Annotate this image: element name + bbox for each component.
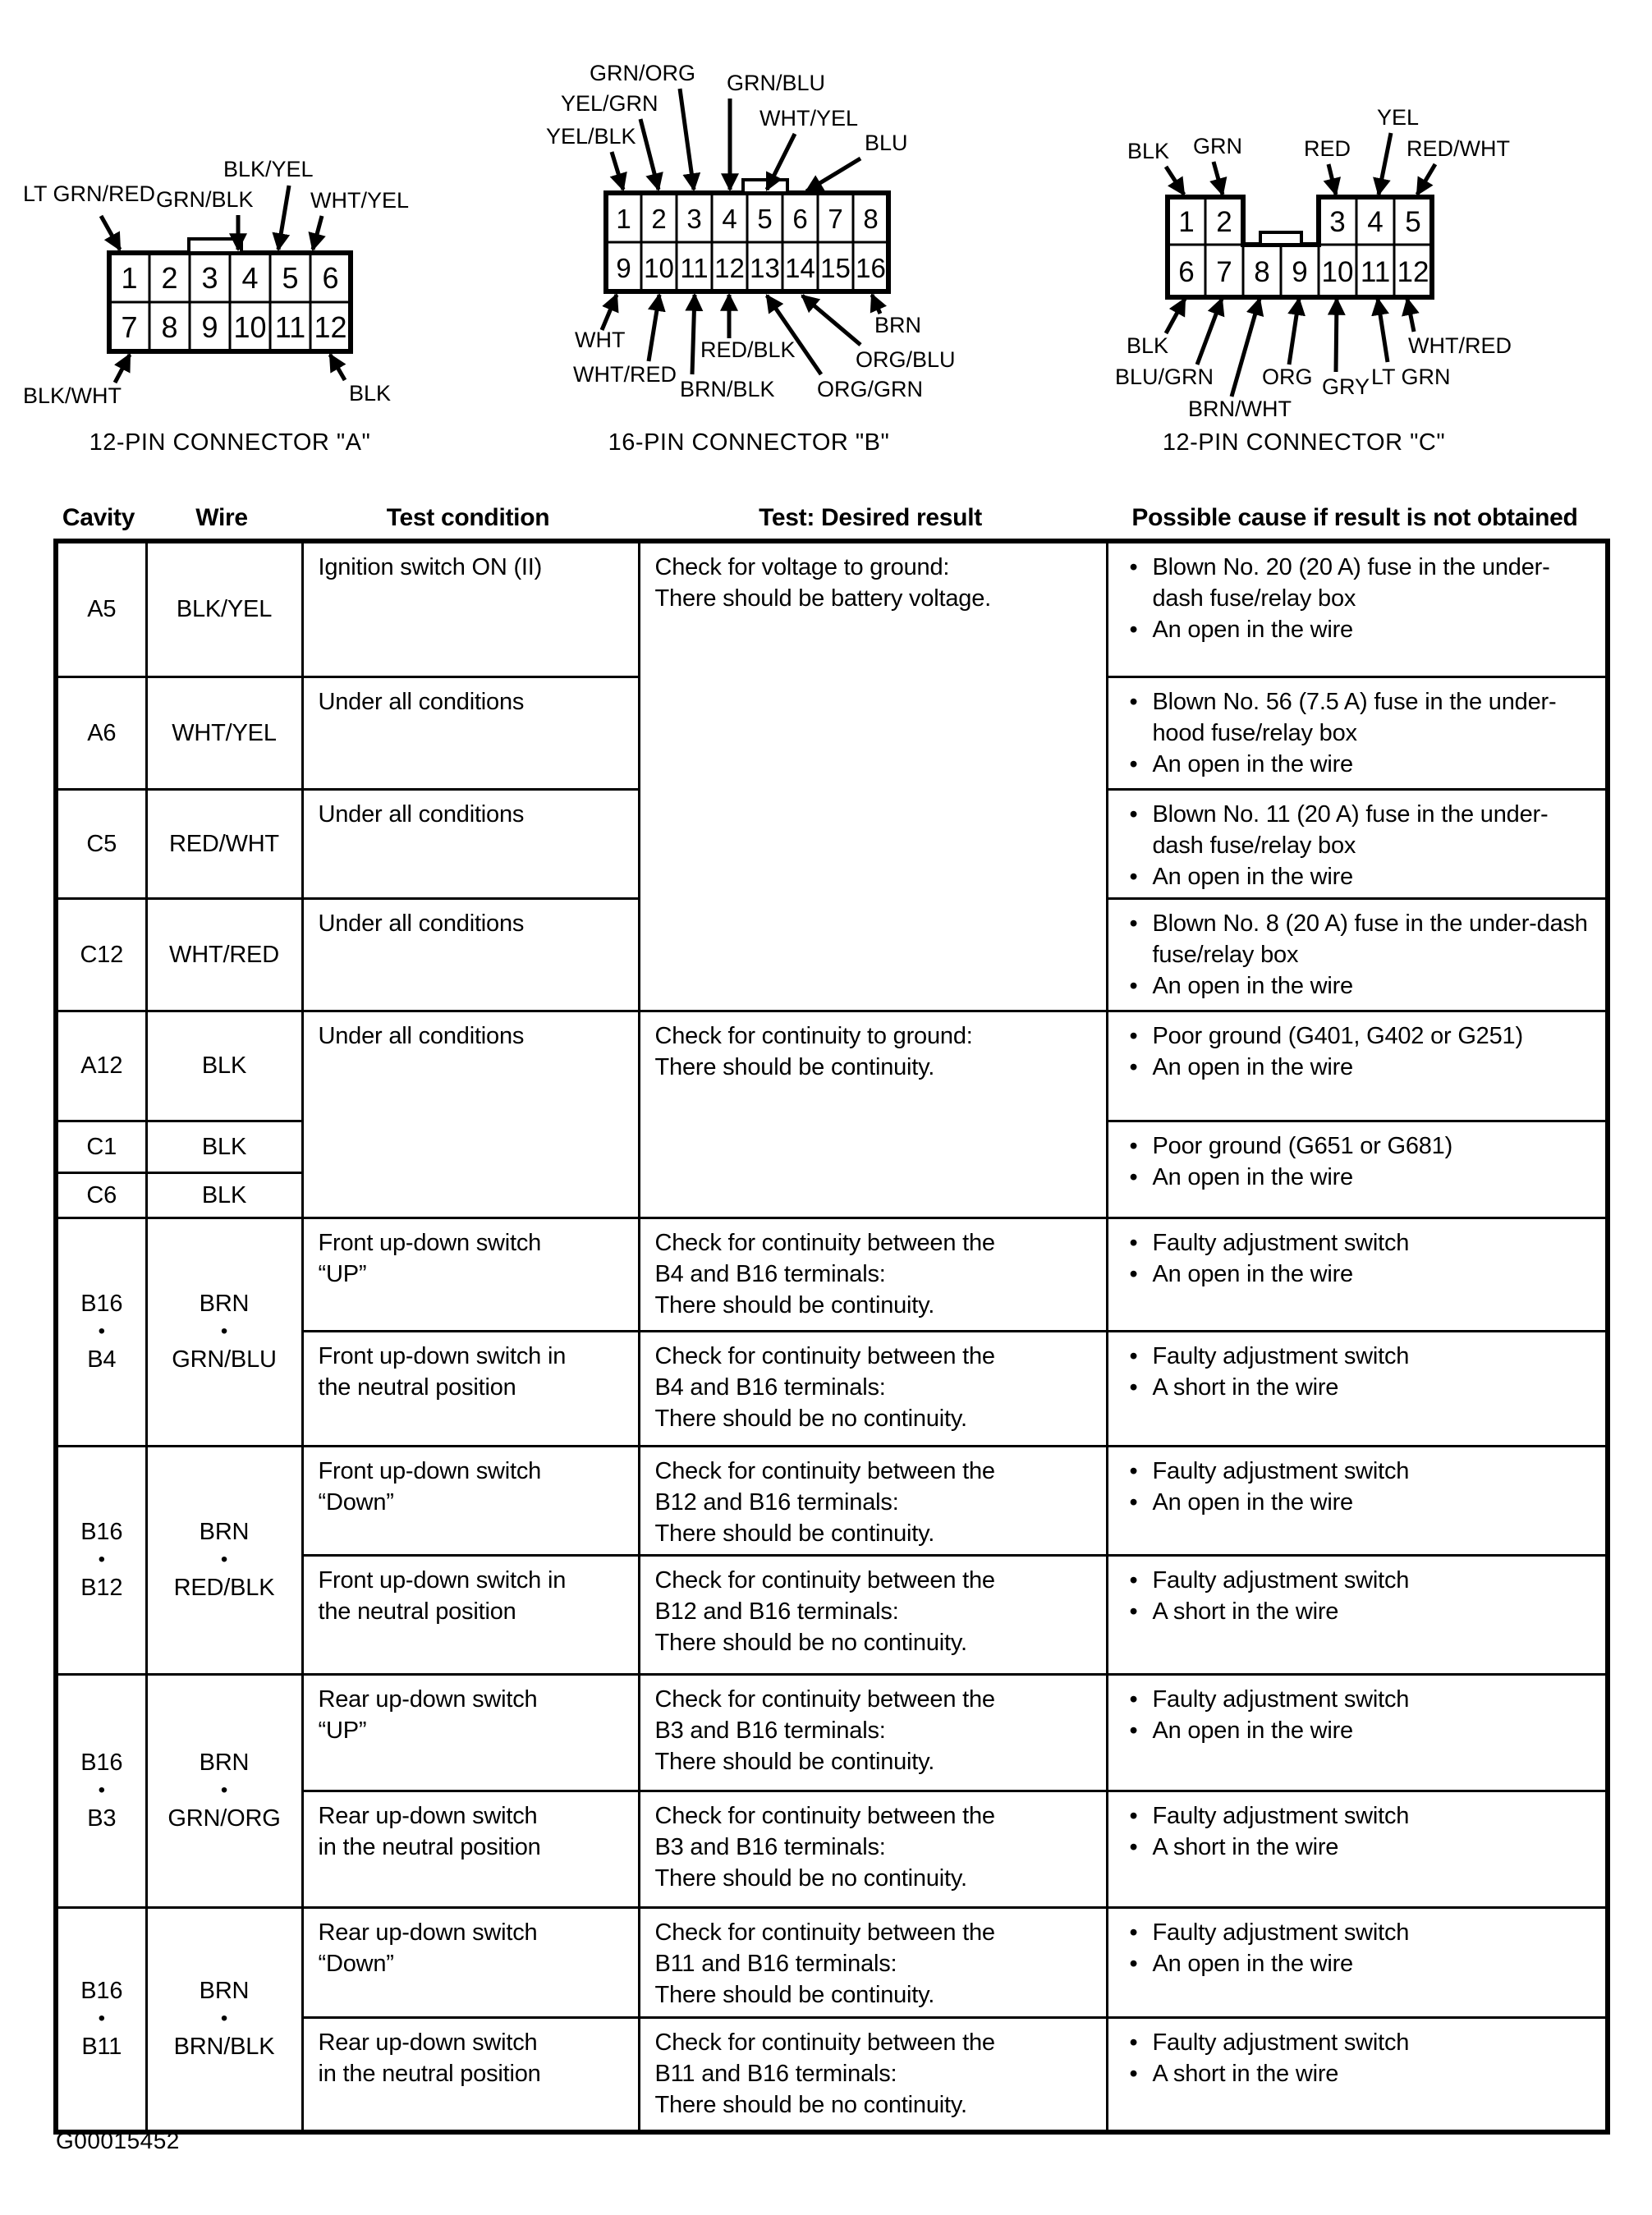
test-condition-cell [302, 676, 639, 789]
test-condition-cell [302, 1446, 639, 1555]
cavity-dot: • [98, 1548, 105, 1571]
result-line: There should be continuity. [654, 1291, 935, 1318]
pin-number: 8 [161, 310, 178, 344]
cavity-dot: • [98, 2007, 105, 2030]
pin-number: 12 [714, 253, 745, 283]
troubleshooting-table [53, 539, 1610, 2135]
wire-dot: • [220, 1779, 228, 1801]
wire-cell: BLK [146, 1172, 302, 1218]
pin-number: 7 [1216, 256, 1232, 288]
cause-item: • Poor ground (G401, G402 or G251) [1123, 1020, 1598, 1052]
connector-b-caption: 16-PIN CONNECTOR "B" [608, 429, 890, 456]
pin-number: 3 [686, 204, 702, 234]
wire-arrow [602, 295, 617, 330]
cause-item: • Faulty adjustment switch [1123, 2027, 1598, 2058]
wire-label: BRN/BLK [680, 377, 775, 401]
connector-key-tab [1260, 232, 1301, 245]
result-line: B11 and B16 terminals: [654, 2060, 897, 2087]
condition-line: Under all conditions [318, 910, 525, 937]
test-table-section [53, 491, 1610, 2135]
wire-bottom: RED/BLK [173, 1575, 275, 1601]
connector-a-diagram [23, 157, 409, 456]
possible-cause-cell [1107, 1907, 1608, 2017]
result-line: B3 and B16 terminals: [654, 1717, 886, 1744]
wire-arrow [1289, 299, 1299, 365]
col-header-desired-result: Test: Desired result [759, 504, 982, 531]
wire-cell [146, 1907, 302, 2132]
wire-label: WHT/YEL [310, 188, 410, 213]
pin-number: 12 [314, 310, 347, 344]
desired-result-cell [639, 1331, 1107, 1446]
wire-label: ORG [1262, 365, 1313, 389]
pin-number: 9 [201, 310, 218, 344]
wire-cell: BLK [146, 1011, 302, 1121]
wire-arrow [1379, 133, 1391, 195]
pin-number: 11 [274, 310, 306, 344]
pin-number: 6 [792, 204, 808, 234]
wire-label: GRY [1322, 374, 1370, 399]
wire-dot: • [220, 1320, 228, 1342]
cavity-bottom: B4 [87, 1346, 117, 1373]
possible-cause-cell [1107, 789, 1608, 898]
cause-item: • An open in the wire [1123, 970, 1598, 1002]
wire-label: RED [1304, 136, 1351, 161]
wire-arrow [680, 89, 694, 190]
test-condition-cell [302, 1011, 639, 1218]
cause-item: • Blown No. 56 (7.5 A) fuse in the under-hood fuse/relay box [1123, 686, 1598, 749]
pin-number: 12 [1397, 256, 1429, 288]
test-condition-cell [302, 1674, 639, 1791]
pin-number: 2 [161, 261, 178, 295]
wire-arrow [612, 152, 623, 190]
wire-arrow [1166, 299, 1185, 333]
cavity-top: B16 [80, 1519, 123, 1545]
test-condition-cell [302, 1218, 639, 1331]
wire-arrow [313, 216, 322, 250]
wire-arrow [767, 296, 821, 374]
desired-result-cell [639, 1907, 1107, 2017]
cavity-cell: A5 [56, 541, 146, 676]
cause-item: • Faulty adjustment switch [1123, 1227, 1598, 1259]
condition-line: Front up-down switch in [318, 1342, 567, 1369]
condition-line: in the neutral position [318, 1833, 541, 1860]
desired-result-cell [639, 1218, 1107, 1331]
possible-cause-cell [1107, 1011, 1608, 1121]
cavity-cell [56, 1218, 146, 1446]
cavity-cell: C1 [56, 1121, 146, 1172]
cause-item: • An open in the wire [1123, 1259, 1598, 1290]
condition-line: “UP” [318, 1260, 367, 1287]
test-condition-cell [302, 2017, 639, 2132]
pin-number: 3 [1329, 206, 1346, 238]
condition-line: Ignition switch ON (II) [318, 554, 543, 580]
wire-bottom: GRN/ORG [167, 1805, 281, 1832]
wire-bottom: BRN/BLK [173, 2034, 275, 2061]
condition-line: the neutral position [318, 1373, 516, 1401]
condition-line: Front up-down switch in [318, 1566, 567, 1594]
pin-number: 4 [241, 261, 259, 295]
pin-number: 10 [233, 310, 267, 344]
test-condition-cell [302, 541, 639, 676]
desired-result-cell [639, 1446, 1107, 1555]
wire-label: BLU [865, 131, 908, 155]
wire-label: YEL [1377, 105, 1420, 130]
wire-label: WHT/YEL [759, 106, 859, 131]
cause-item: • Faulty adjustment switch [1123, 1917, 1598, 1948]
cause-item: • An open in the wire [1123, 749, 1598, 780]
cause-item: • Faulty adjustment switch [1123, 1456, 1598, 1487]
result-line: There should be battery voltage. [654, 585, 992, 612]
pin-number: 7 [828, 204, 843, 234]
cause-item: • Poor ground (G651 or G681) [1123, 1130, 1598, 1162]
wire-label: BLK/WHT [23, 383, 122, 408]
wire-arrow [640, 119, 659, 190]
wire-arrow [802, 296, 860, 345]
cause-item: • Blown No. 11 (20 A) fuse in the under-dash fuse/relay box [1123, 799, 1598, 861]
cause-item: • Faulty adjustment switch [1123, 1684, 1598, 1715]
condition-line: Rear up-down switch [318, 1685, 538, 1713]
col-header-possible-cause: Possible cause if result is not obtained [1131, 504, 1578, 531]
wire-label: GRN/BLK [156, 187, 254, 212]
cause-item: • Faulty adjustment switch [1123, 1800, 1598, 1832]
pin-number: 4 [722, 204, 737, 234]
test-condition-cell [302, 1791, 639, 1907]
connector-diagrams [0, 0, 1652, 493]
wire-arrow [1407, 299, 1414, 332]
wire-cell [146, 1674, 302, 1907]
desired-result-cell [639, 541, 1107, 1011]
condition-line: Front up-down switch [318, 1229, 542, 1256]
wire-arrow [872, 295, 880, 314]
result-line: Check for continuity to ground: [654, 1022, 973, 1049]
possible-cause-cell [1107, 676, 1608, 789]
condition-line: Rear up-down switch [318, 1919, 538, 1946]
cause-item: • Faulty adjustment switch [1123, 1565, 1598, 1596]
pin-number: 13 [750, 253, 780, 283]
table-row-a5 [56, 541, 1608, 676]
pin-number: 11 [680, 253, 709, 283]
wire-label: YEL/GRN [561, 91, 659, 116]
result-line: B4 and B16 terminals: [654, 1373, 886, 1401]
wire-label: GRN [1193, 134, 1242, 158]
pin-number: 9 [616, 253, 631, 283]
test-condition-cell [302, 789, 639, 898]
wire-arrow [649, 295, 659, 361]
figure-id: G00015452 [56, 2128, 180, 2153]
pin-number: 2 [1216, 206, 1232, 238]
pin-number: 1 [1178, 206, 1195, 238]
cause-item: • An open in the wire [1123, 1162, 1598, 1193]
cause-item: • A short in the wire [1123, 1372, 1598, 1403]
condition-line: in the neutral position [318, 2060, 541, 2087]
cause-item: • An open in the wire [1123, 1487, 1598, 1518]
table-row-b4-up [56, 1218, 1608, 1331]
wire-arrow [115, 355, 130, 383]
wire-arrow [1336, 299, 1337, 372]
condition-line: Rear up-down switch [318, 1802, 538, 1829]
possible-cause-cell [1107, 1218, 1608, 1331]
result-line: B12 and B16 terminals: [654, 1598, 899, 1625]
wire-cell: BLK [146, 1121, 302, 1172]
result-line: Check for continuity between the [654, 1342, 995, 1369]
cavity-top: B16 [80, 1291, 123, 1317]
result-line: Check for continuity between the [654, 2029, 995, 2056]
wire-cell: WHT/YEL [146, 676, 302, 789]
wire-label: WHT [575, 328, 626, 352]
pin-number: 11 [1360, 256, 1391, 288]
wire-top: BRN [199, 1519, 250, 1545]
possible-cause-cell [1107, 541, 1608, 676]
result-line: B12 and B16 terminals: [654, 1488, 899, 1516]
pin-number: 3 [201, 261, 218, 295]
pin-number: 14 [785, 253, 815, 283]
wire-cell [146, 1218, 302, 1446]
possible-cause-cell [1107, 1446, 1608, 1555]
cavity-dot: • [98, 1779, 105, 1801]
desired-result-cell [639, 1674, 1107, 1791]
pin-number: 2 [651, 204, 667, 234]
cavity-cell: C12 [56, 898, 146, 1011]
wire-arrow [1417, 164, 1435, 195]
test-condition-cell [302, 898, 639, 1011]
condition-line: “UP” [318, 1717, 367, 1744]
wire-label: GRN/BLU [727, 71, 826, 95]
condition-line: Under all conditions [318, 800, 525, 828]
pin-number: 8 [1254, 256, 1270, 288]
pin-number: 1 [121, 261, 138, 295]
wire-label: BRN [874, 313, 922, 337]
wire-label: BLK [1127, 333, 1169, 358]
result-line: Check for continuity between the [654, 1457, 995, 1484]
possible-cause-cell [1107, 1791, 1608, 1907]
result-line: Check for continuity between the [654, 1919, 995, 1946]
cavity-top: B16 [80, 1978, 123, 2005]
desired-result-cell [639, 1011, 1107, 1218]
cause-item: • A short in the wire [1123, 2058, 1598, 2089]
condition-line: “Down” [318, 1488, 394, 1516]
result-line: There should be continuity. [654, 1520, 935, 1547]
possible-cause-cell [1107, 2017, 1608, 2132]
condition-line: Rear up-down switch [318, 2029, 538, 2056]
wire-label: LT GRN [1371, 365, 1451, 389]
cause-item: • A short in the wire [1123, 1832, 1598, 1863]
cavity-cell: C6 [56, 1172, 146, 1218]
wire-label: WHT/RED [1408, 333, 1512, 358]
cavity-bottom: B12 [80, 1575, 123, 1601]
possible-cause-cell [1107, 1674, 1608, 1791]
pin-number: 5 [1405, 206, 1421, 238]
wire-label: GRN/ORG [590, 61, 696, 85]
cause-item: • Faulty adjustment switch [1123, 1341, 1598, 1372]
wire-label: RED/WHT [1406, 136, 1510, 161]
cause-item: • An open in the wire [1123, 1052, 1598, 1083]
cavity-bottom: B3 [87, 1805, 117, 1832]
table-row-b12-up [56, 1446, 1608, 1555]
cause-item: • An open in the wire [1123, 614, 1598, 645]
wire-cell: BLK/YEL [146, 541, 302, 676]
result-line: There should be continuity. [654, 1053, 935, 1080]
wire-label: WHT/RED [573, 362, 677, 387]
possible-cause-cell [1107, 1331, 1608, 1446]
wire-arrow [1232, 299, 1260, 397]
wire-arrow [1214, 162, 1223, 195]
result-line: There should be continuity. [654, 1981, 935, 2008]
test-condition-cell [302, 1907, 639, 2017]
condition-line: Under all conditions [318, 1022, 525, 1049]
wire-label: ORG/BLU [856, 347, 956, 372]
wire-arrow [1197, 299, 1222, 365]
wire-top: BRN [199, 1291, 250, 1317]
connector-c-diagram [1115, 105, 1512, 456]
cause-item: • Blown No. 20 (20 A) fuse in the under-dash fuse/relay box [1123, 552, 1598, 614]
wire-dot: • [220, 1548, 228, 1571]
condition-line: the neutral position [318, 1598, 516, 1625]
result-line: There should be no continuity. [654, 1405, 967, 1432]
cavity-bottom: B11 [81, 2034, 122, 2061]
connector-c-caption: 12-PIN CONNECTOR "C" [1162, 429, 1446, 456]
wire-top: BRN [199, 1978, 250, 2005]
connector-key-tab [189, 239, 241, 253]
possible-cause-cell [1107, 1555, 1608, 1674]
wire-bottom: GRN/BLU [172, 1346, 277, 1373]
pin-number: 9 [1292, 256, 1308, 288]
result-line: B11 and B16 terminals: [654, 1950, 897, 1977]
pin-number: 7 [121, 310, 138, 344]
wire-cell [146, 1446, 302, 1674]
cause-item: • An open in the wire [1123, 861, 1598, 892]
condition-line: Front up-down switch [318, 1457, 542, 1484]
result-line: Check for continuity between the [654, 1229, 995, 1256]
result-line: There should be no continuity. [654, 2091, 967, 2118]
desired-result-cell [639, 1791, 1107, 1907]
pin-number: 6 [1178, 256, 1195, 288]
result-line: There should be continuity. [654, 1748, 935, 1775]
result-line: Check for continuity between the [654, 1685, 995, 1713]
wire-label: BRN/WHT [1188, 397, 1292, 421]
wire-arrow [278, 186, 289, 250]
pin-number: 10 [1321, 256, 1354, 288]
pin-number: 15 [820, 253, 851, 283]
wire-arrow [1166, 167, 1184, 195]
result-line: Check for voltage to ground: [654, 554, 950, 580]
cavity-dot: • [98, 1320, 105, 1342]
connector-a-caption: 12-PIN CONNECTOR "A" [89, 429, 371, 456]
cavity-cell: C5 [56, 789, 146, 898]
wire-cell: RED/WHT [146, 789, 302, 898]
connector-b-diagram [546, 61, 956, 456]
condition-line: Under all conditions [318, 688, 525, 715]
pin-number: 4 [1367, 206, 1384, 238]
cavity-cell: A12 [56, 1011, 146, 1121]
result-line: There should be no continuity. [654, 1629, 967, 1656]
pin-number: 5 [757, 204, 773, 234]
desired-result-cell [639, 1555, 1107, 1674]
result-line: B3 and B16 terminals: [654, 1833, 886, 1860]
wire-arrow [1328, 164, 1336, 195]
cavity-cell: A6 [56, 676, 146, 789]
wire-label: BLU/GRN [1115, 365, 1214, 389]
cavity-cell [56, 1674, 146, 1907]
table-row-b3-up [56, 1674, 1608, 1791]
cause-item: • An open in the wire [1123, 1715, 1598, 1746]
pin-number: 16 [856, 253, 886, 283]
wire-top: BRN [199, 1750, 250, 1776]
wire-label: BLK/YEL [223, 157, 314, 181]
wire-label: LT GRN/RED [23, 181, 156, 206]
pin-number: 6 [322, 261, 339, 295]
result-line: B4 and B16 terminals: [654, 1260, 886, 1287]
pin-number: 8 [863, 204, 879, 234]
table-header-row [53, 491, 1605, 539]
cause-item: • An open in the wire [1123, 1948, 1598, 1979]
cavity-top: B16 [80, 1750, 123, 1776]
desired-result-cell [639, 2017, 1107, 2132]
cause-item: • A short in the wire [1123, 1596, 1598, 1627]
col-header-cavity: Cavity [62, 504, 135, 531]
wire-dot: • [220, 2007, 228, 2030]
table-row-a12 [56, 1011, 1608, 1121]
possible-cause-cell [1107, 1121, 1608, 1218]
wire-arrow [1378, 299, 1388, 362]
connector-key-tab [743, 180, 787, 193]
wire-label: ORG/GRN [817, 377, 924, 401]
wire-arrow [101, 216, 120, 250]
table-row-b11-up [56, 1907, 1608, 2017]
result-line: Check for continuity between the [654, 1802, 995, 1829]
test-condition-cell [302, 1555, 639, 1674]
pin-number: 5 [282, 261, 299, 295]
wire-label: BLK [1127, 139, 1170, 163]
result-line: There should be no continuity. [654, 1864, 967, 1892]
col-header-test-condition: Test condition [386, 504, 550, 531]
possible-cause-cell [1107, 898, 1608, 1011]
wire-label: RED/BLK [700, 337, 796, 362]
pin-number: 1 [616, 204, 631, 234]
wire-label: BLK [349, 381, 392, 406]
wire-arrow [806, 158, 860, 191]
result-line: Check for continuity between the [654, 1566, 995, 1594]
wire-arrow [692, 295, 695, 374]
cavity-cell [56, 1446, 146, 1674]
cavity-cell [56, 1907, 146, 2132]
cause-item: • Blown No. 8 (20 A) fuse in the under-dash fuse/relay box [1123, 908, 1598, 970]
test-condition-cell [302, 1331, 639, 1446]
wire-cell: WHT/RED [146, 898, 302, 1011]
col-header-wire: Wire [195, 504, 248, 531]
wire-label: YEL/BLK [546, 124, 636, 149]
wire-arrow [330, 355, 345, 380]
pin-number: 10 [644, 253, 674, 283]
condition-line: “Down” [318, 1950, 394, 1977]
